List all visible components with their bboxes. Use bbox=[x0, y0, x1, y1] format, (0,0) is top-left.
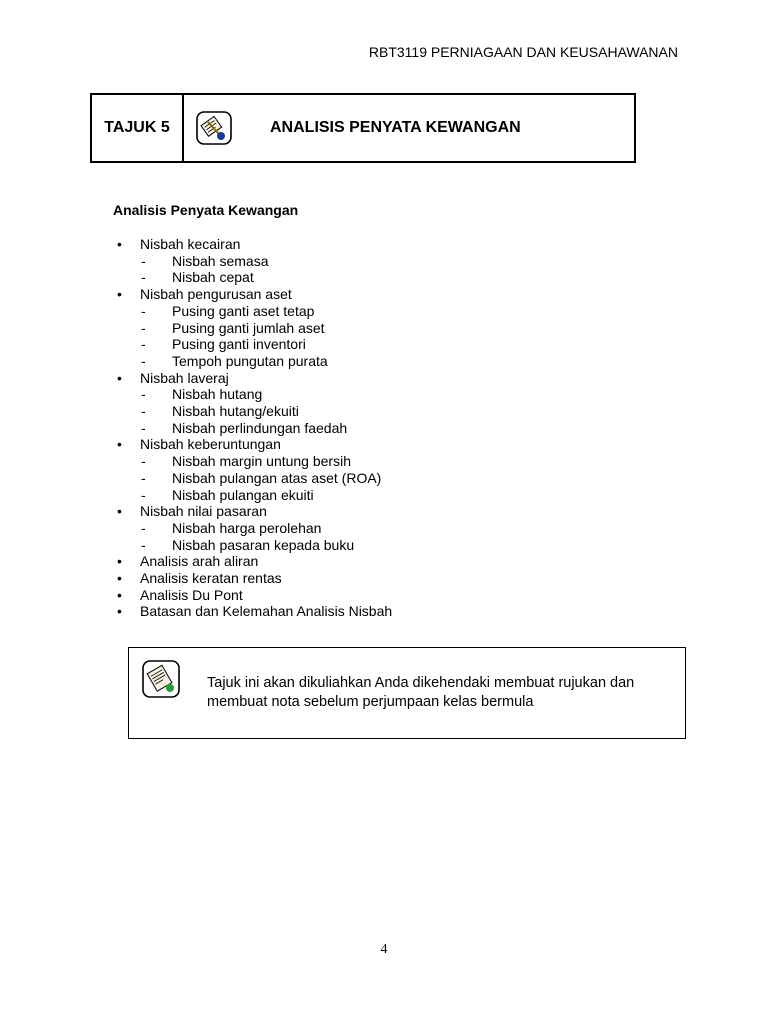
outline-subitem-text: Nisbah pulangan ekuiti bbox=[172, 486, 314, 503]
outline-subitem-text: Pusing ganti inventori bbox=[172, 336, 306, 353]
outline-subitem bbox=[117, 303, 392, 320]
bullet-marker: • bbox=[117, 436, 122, 453]
bullet-marker: • bbox=[117, 603, 122, 620]
dash-marker: - bbox=[141, 319, 146, 336]
dash-marker: - bbox=[141, 269, 146, 286]
outline-item bbox=[117, 436, 392, 453]
outline-item bbox=[117, 570, 392, 587]
outline-item bbox=[117, 603, 392, 620]
bullet-marker: • bbox=[117, 236, 122, 252]
dash-marker: - bbox=[141, 486, 146, 503]
outline-subitem bbox=[117, 453, 392, 470]
course-header: RBT3119 PERNIAGAAN DAN KEUSAHAWANAN bbox=[368, 44, 678, 60]
outline-subitem bbox=[117, 403, 392, 420]
dash-marker: - bbox=[141, 469, 146, 486]
dash-marker: - bbox=[141, 252, 146, 269]
outline-item-text: Nisbah nilai pasaran bbox=[140, 503, 267, 520]
bullet-marker: • bbox=[117, 503, 122, 520]
outline-list bbox=[117, 236, 392, 620]
topic-label: TAJUK 5 bbox=[92, 95, 184, 161]
notes-icon bbox=[142, 660, 180, 703]
outline-item bbox=[117, 370, 392, 387]
dash-marker: - bbox=[141, 453, 146, 470]
note-line-2: membuat nota sebelum perjumpaan kelas bermula bbox=[207, 694, 534, 710]
bullet-marker: • bbox=[117, 369, 122, 386]
section-heading: Analisis Penyata Kewangan bbox=[113, 202, 299, 218]
bullet-marker: • bbox=[117, 586, 122, 603]
dash-marker: - bbox=[141, 419, 146, 436]
outline-subitem-text: Nisbah perlindungan faedah bbox=[172, 419, 348, 436]
outline-subitem bbox=[117, 470, 392, 487]
outline-item bbox=[117, 587, 392, 604]
outline-subitem bbox=[117, 386, 392, 403]
note-box bbox=[128, 647, 686, 739]
outline-subitem-text: Pusing ganti aset tetap bbox=[172, 302, 315, 319]
outline-subitem bbox=[117, 420, 392, 437]
outline-subitem-text: Pusing ganti jumlah aset bbox=[172, 319, 325, 336]
bullet-marker: • bbox=[117, 570, 122, 587]
outline-subitem-text: Nisbah cepat bbox=[172, 269, 254, 286]
dash-marker: - bbox=[141, 302, 146, 319]
outline-subitem bbox=[117, 487, 392, 504]
dash-marker: - bbox=[141, 386, 146, 403]
outline-subitem-text: Nisbah hutang/ekuiti bbox=[172, 403, 299, 420]
topic-banner bbox=[90, 93, 636, 163]
outline-subitem-text: Nisbah pasaran kepada buku bbox=[172, 536, 355, 553]
outline-subitem-text: Nisbah pulangan atas aset (ROA) bbox=[172, 469, 382, 486]
outline-subitem bbox=[117, 537, 392, 554]
page-number: 4 bbox=[380, 942, 388, 957]
note-text bbox=[207, 674, 677, 712]
outline-item-text: Analisis Du Pont bbox=[140, 586, 243, 603]
outline-subitem bbox=[117, 320, 392, 337]
dash-marker: - bbox=[141, 352, 146, 369]
outline-item bbox=[117, 553, 392, 570]
note-line-1: Tajuk ini akan dikuliahkan Anda dikehendaki membuat rujukan dan bbox=[207, 675, 635, 691]
outline-item-text: Nisbah pengurusan aset bbox=[140, 286, 292, 303]
outline-subitem bbox=[117, 269, 392, 286]
outline-item-text: Analisis keratan rentas bbox=[140, 570, 282, 587]
outline-subitem-text: Nisbah hutang bbox=[172, 386, 263, 403]
outline-subitem-text: Nisbah margin untung bersih bbox=[172, 453, 351, 470]
dash-marker: - bbox=[141, 519, 146, 536]
outline-subitem bbox=[117, 353, 392, 370]
outline-item-text: Nisbah keberuntungan bbox=[140, 436, 281, 453]
dash-marker: - bbox=[141, 536, 146, 553]
outline-subitem-text: Tempoh pungutan purata bbox=[172, 352, 328, 369]
outline-subitem-text: Nisbah semasa bbox=[172, 252, 269, 269]
outline-subitem-text: Nisbah harga perolehan bbox=[172, 519, 322, 536]
outline-subitem bbox=[117, 253, 392, 270]
dash-marker: - bbox=[141, 336, 146, 353]
outline-subitem bbox=[117, 520, 392, 537]
clipboard-pen-icon bbox=[184, 95, 244, 161]
outline-item-text: Nisbah laveraj bbox=[140, 369, 229, 386]
outline-item bbox=[117, 286, 392, 303]
outline-item-text: Batasan dan Kelemahan Analisis Nisbah bbox=[140, 603, 393, 620]
outline-item-text: Nisbah kecairan bbox=[140, 236, 241, 252]
topic-title: ANALISIS PENYATA KEWANGAN bbox=[270, 119, 521, 136]
outline-subitem bbox=[117, 336, 392, 353]
bullet-marker: • bbox=[117, 286, 122, 303]
bullet-marker: • bbox=[117, 553, 122, 570]
outline-item bbox=[117, 236, 392, 253]
outline-item-text: Analisis arah aliran bbox=[140, 553, 259, 570]
outline-item bbox=[117, 503, 392, 520]
dash-marker: - bbox=[141, 403, 146, 420]
